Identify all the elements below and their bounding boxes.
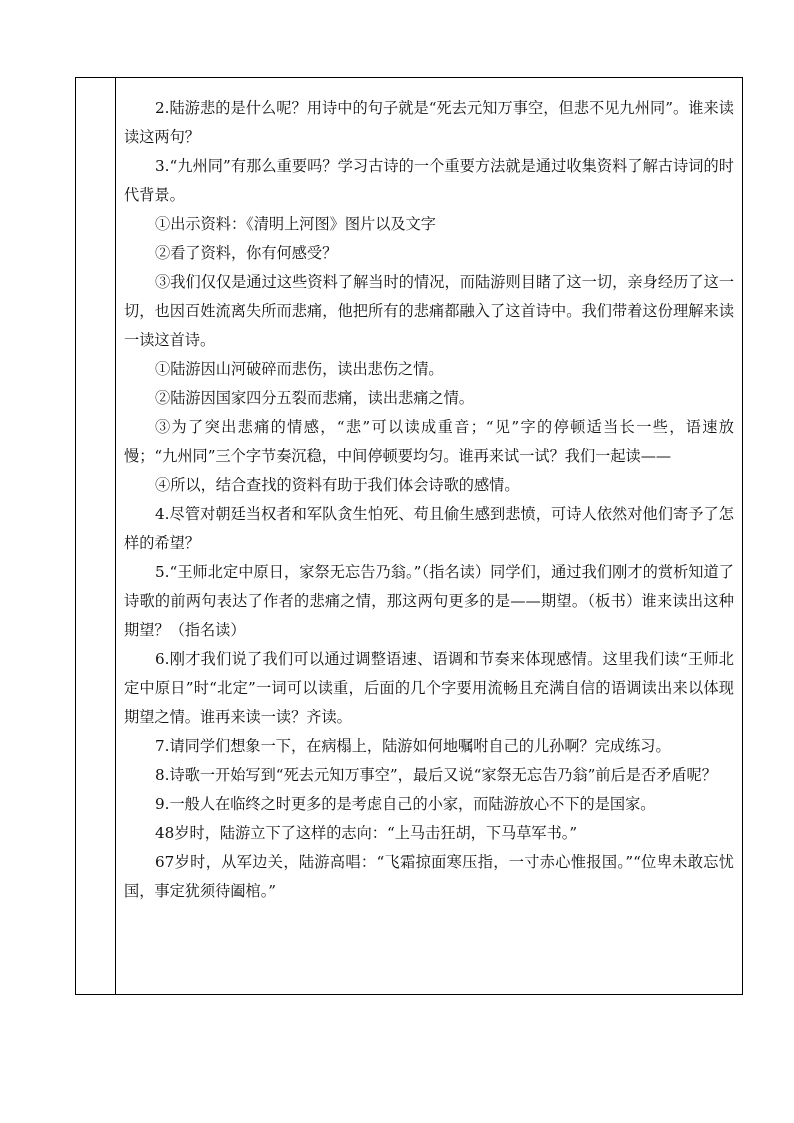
table-left-column <box>76 78 116 994</box>
paragraph: ④所以，结合查找的资料有助于我们体会诗歌的感情。 <box>155 476 520 494</box>
paragraph: 67岁时，从军边关，陆游高唱：“飞霜掠面寒压指，一寸赤心惟报国。”“位卑未敢忘忧国，事定犹须待阖棺。” <box>124 853 734 900</box>
paragraph: 4.尽管对朝廷当权者和军队贪生怕死、苟且偷生感到悲愤，可诗人依然对他们寄予了怎样的希望？ <box>124 505 734 552</box>
lesson-table <box>75 77 743 995</box>
paragraph: 5.“王师北定中原日，家祭无忘告乃翁。”（指名读）同学们，通过我们刚才的赏析知道了诗歌的前两句表达了作者的悲痛之情，那这两句更多的是——期望。（板书）谁来读出这种期望？（指名读） <box>124 563 734 639</box>
paragraph: 9.一般人在临终之时更多的是考虑自己的小家，而陆游放心不下的是国家。 <box>155 795 656 813</box>
paragraph: 6.刚才我们说了我们可以通过调整语速、语调和节奏来体现感情。这里我们读“王师北定中原日”时“北定”一词可以读重，后面的几个字要用流畅且充满自信的语调读出来以体现期望之情。谁再来读一读？齐读。 <box>124 650 734 726</box>
paragraph: 2.陆游悲的是什么呢？用诗中的句子就是“死去元知万事空，但悲不见九州同”。谁来读读这两句？ <box>124 99 734 146</box>
paragraph: 7.请同学们想象一下，在病榻上，陆游如何地嘱咐自己的儿孙啊？完成练习。 <box>155 737 671 755</box>
paragraph: ③为了突出悲痛的情感，“悲”可以读成重音；“见”字的停顿适当长一些，语速放慢；“九州同”三个字节奏沉稳，中间停顿要均匀。谁再来试一试？我们一起读—— <box>124 418 734 465</box>
paragraph: 3.“九州同”有那么重要吗？学习古诗的一个重要方法就是通过收集资料了解古诗词的时代背景。 <box>124 157 734 204</box>
paragraph: ③我们仅仅是通过这些资料了解当时的情况，而陆游则目睹了这一切，亲身经历了这一切，也因百姓流离失所而悲痛，他把所有的悲痛都融入了这首诗中。我们带着这份理解来读一读这首诗。 <box>124 273 734 349</box>
paragraph: ②陆游因国家四分五裂而悲痛，读出悲痛之情。 <box>155 389 474 407</box>
table-content-cell <box>116 78 742 994</box>
paragraph: 8.诗歌一开始写到“死去元知万事空”，最后又说“家祭无忘告乃翁”前后是否矛盾呢？ <box>155 766 717 784</box>
paragraph: ①出示资料：《清明上河图》图片以及文字 <box>155 215 436 233</box>
paragraph: ①陆游因山河破碎而悲伤，读出悲伤之情。 <box>155 360 444 378</box>
paragraph: ②看了资料，你有何感受？ <box>155 244 338 262</box>
paragraph: 48岁时，陆游立下了这样的志向：“上马击狂胡，下马草军书。” <box>155 824 578 842</box>
